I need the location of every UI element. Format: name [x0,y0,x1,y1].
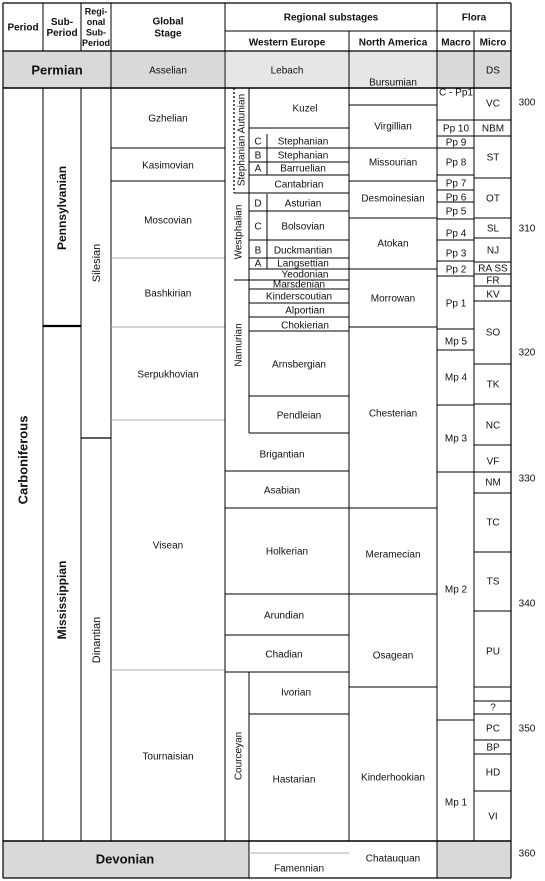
regional-substages-header: Regional substages [283,12,379,24]
we-substage: Marsdenian [272,279,326,291]
we-substage: Lebach [270,65,304,77]
flora-macro-zone: C - Pp1 [439,87,473,99]
we-substage: Chadian [265,649,303,661]
flora-micro-zone: SL [486,223,500,235]
we-substage: Duckmantian [273,245,333,257]
we-substage: Asturian [284,198,322,210]
flora-macro-zone: Pp 5 [445,206,467,218]
na-substage: Morrowan [370,293,416,305]
na-substage: Missourian [368,157,418,169]
we-group-stephanian-autunian: Stephanian Autunian [236,93,248,187]
age-tick: 300 [518,97,536,109]
flora-micro-zone: PU [486,646,500,658]
na-substage: Atokan [377,238,409,250]
flora-macro-zone: Pp 1 [445,298,467,310]
flora-micro-zone: ? [490,702,496,714]
flora-micro-zone: KV [486,289,500,301]
we-group-namurian: Namurian [233,323,245,367]
global-stage: Bashkirian [144,288,192,300]
flora-micro-zone: SO [485,327,501,339]
global-stage: Moscovian [144,215,192,227]
regional-silesian: Silesian [90,243,103,283]
flora-macro-zone: Mp 3 [444,433,468,445]
na-substage: Kinderhookian [361,772,425,784]
flora-micro-zone: VI [488,811,498,823]
na-substage: Osagean [372,650,414,662]
we-substage: Langsettian [277,258,329,270]
we-substage: Cantabrian [274,179,324,191]
flora-micro-zone: TK [486,379,500,391]
flora-micro-zone: DS [486,65,500,77]
we-substage: Alportian [285,305,325,317]
north-america-header: North America [358,37,428,49]
we-group-westphalian: Westphalian [233,204,245,260]
flora-macro-zone: Pp 4 [445,228,467,240]
we-letter: B [254,150,262,162]
flora-macro-zone: Mp 2 [444,584,468,596]
we-substage: Arundian [263,610,305,622]
flora-macro-zone: Pp 10 [442,123,470,135]
we-substage: Yeodonian [281,269,329,281]
na-substage: Chesterian [368,408,418,420]
flora-micro-zone: FR [486,275,500,287]
we-substage: Kinderscoutian [265,291,333,303]
we-letter: A [254,258,262,270]
we-substage: Chokierian [281,320,329,332]
na-substage: Bursumian [369,77,417,89]
grid-lines [3,3,511,878]
flora-micro-zone: PC [486,723,500,735]
flora-micro-zone: NBM [481,123,505,135]
we-substage: Stephanian [277,150,329,162]
age-tick: 310 [518,223,536,235]
we-substage: Famennian [273,863,325,875]
flora-macro-zone: Mp 5 [444,336,468,348]
flora-micro-header: Micro [479,37,507,49]
we-substage: Kuzel [292,103,318,115]
global-stage: Gzhelian [148,113,188,125]
flora-macro-zone: Pp 8 [445,157,467,169]
age-tick: 360 [518,848,536,860]
flora-macro-zone: Mp 4 [444,372,468,384]
sub-period-pennsylvanian: Pennsylvanian [55,165,70,251]
flora-header: Flora [461,12,487,24]
flora-micro-zone: RA SS [478,263,508,275]
age-tick: 350 [518,723,536,735]
period-devonian: Devonian [95,851,155,867]
period-carboniferous: Carboniferous [15,415,31,505]
we-substage: Bolsovian [281,221,325,233]
we-substage: Holkerian [265,546,309,558]
flora-macro-zone: Pp 7 [445,178,467,190]
we-letter: A [254,163,262,175]
sub-period-mississippian: Mississippian [55,560,70,640]
regional-sub-period-header: Regi-onal Sub-Period [81,6,111,48]
global-stage: Visean [152,540,184,552]
age-tick: 320 [518,347,536,359]
we-substage: Asabian [263,485,301,497]
we-substage: Brigantian [259,449,305,461]
flora-micro-zone: VF [486,456,500,468]
we-substage: Ivorian [280,687,312,699]
sub-period-header: Sub-Period [46,17,78,39]
flora-micro-zone: HD [485,767,501,779]
age-tick: 330 [518,473,536,485]
we-substage: Arnsbergian [272,359,326,371]
flora-macro-zone: Pp 9 [445,137,467,149]
age-tick: 340 [518,598,536,610]
flora-micro-zone: ST [486,152,500,164]
flora-macro-zone: Pp 2 [445,264,467,276]
we-letter: B [254,245,262,257]
global-stage: Tournaisian [142,751,194,763]
global-stage-header: Global Stage [152,16,184,40]
flora-micro-zone: NC [485,420,501,432]
we-substage: Stephanian [277,136,329,148]
flora-micro-zone: TC [486,517,500,529]
labels [7,6,535,874]
flora-micro-zone: TS [486,576,500,588]
global-stage: Kasimovian [142,160,194,172]
na-substage: Meramecian [365,549,421,561]
we-substage: Hastarian [272,774,316,786]
devonian-flora-band [437,841,511,878]
flora-macro-zone: Pp 6 [445,192,467,204]
flora-macro-zone: Pp 3 [445,248,467,260]
flora-micro-zone: OT [486,193,500,205]
period-permian: Permian [31,62,83,78]
we-letter: C [254,136,262,148]
regional-dinantian: Dinantian [90,616,103,664]
we-substage: Barruelian [280,163,326,175]
flora-micro-zone: NM [485,477,501,489]
flora-micro-zone: VC [486,98,500,110]
na-substage: Chatauquan [365,853,421,865]
na-substage: Virgillian [374,121,412,133]
na-substage: Desmoinesian [361,193,425,205]
western-europe-header: Western Europe [248,37,326,49]
period-header: Period [7,22,39,34]
flora-micro-zone: NJ [486,245,500,257]
we-letter: C [254,221,262,233]
flora-macro-header: Macro [441,37,471,49]
global-stage: Asselian [149,65,187,77]
flora-macro-zone: Mp 1 [444,797,468,809]
flora-micro-zone: BP [486,742,500,754]
we-substage: Pendleian [276,410,322,422]
global-stage: Serpukhovian [137,369,199,381]
we-letter: D [254,198,262,210]
we-group-courceyan: Courceyan [233,731,245,781]
